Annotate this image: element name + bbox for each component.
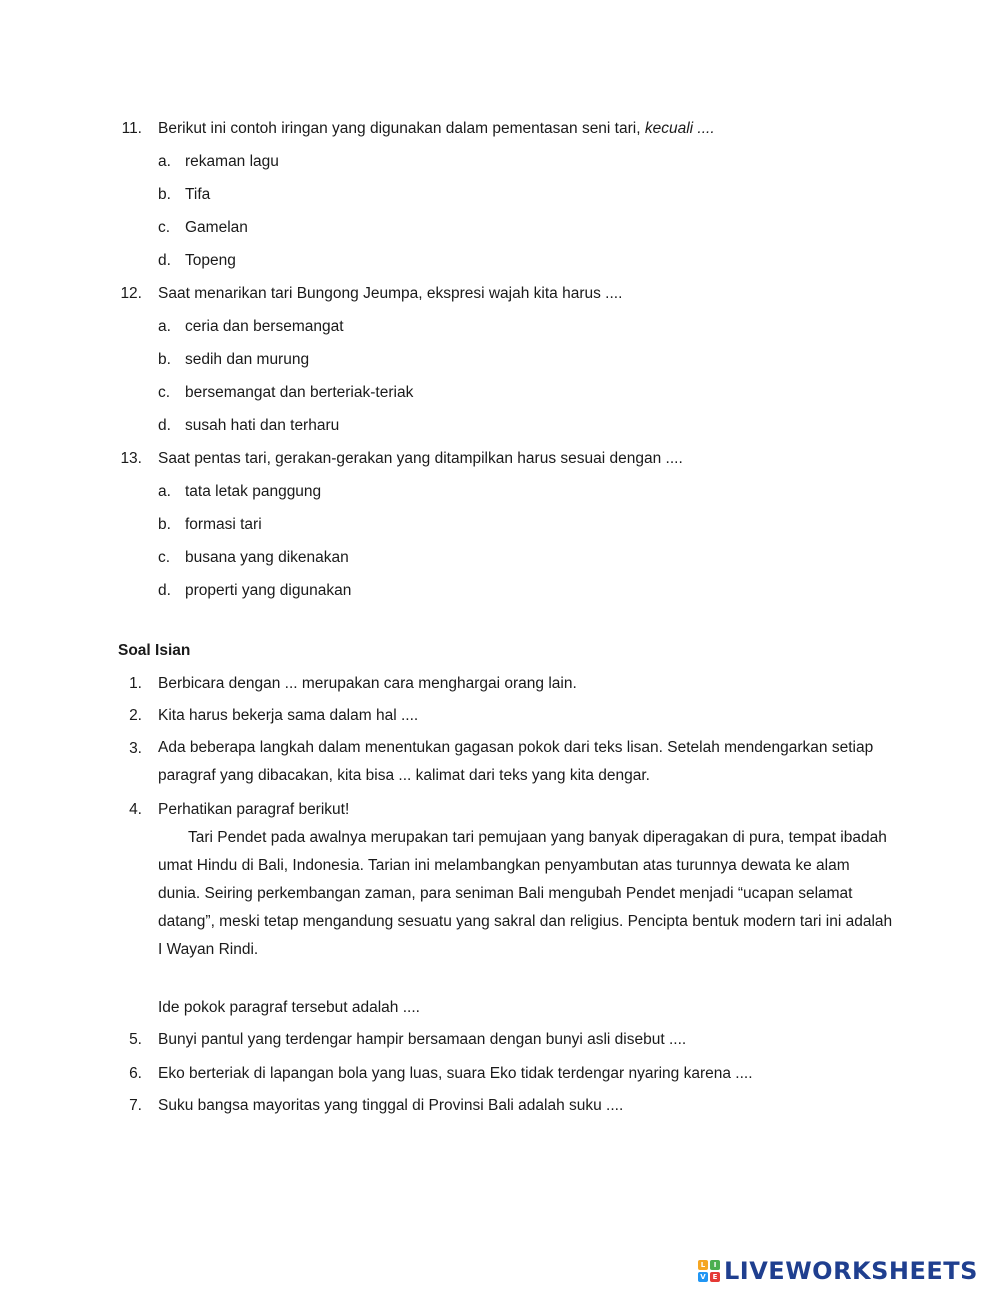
option-text: sedih dan murung (185, 351, 310, 368)
option-text: rekaman lagu (185, 153, 279, 170)
option-text: formasi tari (185, 516, 262, 533)
liveworksheets-logo (698, 1256, 978, 1286)
option-letter: d. (158, 252, 171, 269)
option-text: Gamelan (185, 219, 248, 236)
question-number: 11. (121, 120, 142, 137)
option-letter: d. (158, 582, 171, 599)
option-text: ceria dan bersemangat (185, 318, 344, 335)
question-number: 6. (129, 1065, 142, 1082)
question-number: 13. (120, 450, 142, 467)
question-number: 5. (129, 1031, 142, 1048)
question-text: Perhatikan paragraf berikut! (158, 801, 350, 818)
question-text-main: Berikut ini contoh iringan yang digunakan dalam pementasan seni tari, (158, 120, 641, 137)
logo-mark-letter: I (710, 1260, 720, 1270)
option-letter: b. (158, 516, 171, 533)
logo-text: LIVEWORKSHEETS (724, 1257, 978, 1285)
section-heading: Soal Isian (118, 642, 191, 659)
option-letter: a. (158, 483, 171, 500)
option-letter: c. (158, 219, 171, 236)
option-text: Tifa (185, 186, 211, 203)
option-text: bersemangat dan berteriak-teriak (185, 384, 414, 401)
question-text-italic: kecuali .... (644, 120, 715, 137)
option-text: Topeng (185, 252, 236, 269)
question-number: 4. (129, 801, 142, 818)
option-letter: d. (158, 417, 171, 434)
option-text: busana yang dikenakan (185, 549, 349, 566)
question-number: 12. (120, 285, 142, 302)
logo-mark-letter: V (698, 1272, 708, 1282)
option-text: tata letak panggung (185, 483, 322, 500)
logo-mark-letter: E (710, 1272, 720, 1282)
paragraph-question: Ide pokok paragraf tersebut adalah .... (158, 999, 420, 1016)
question-text: Kita harus bekerja sama dalam hal .... (158, 707, 419, 724)
question-text: Ada beberapa langkah dalam menentukan gagasan pokok dari teks lisan. Setelah mendengarkan setiap paragraf yang dibacakan, kita bisa ... kalimat dari teks yang kita dengar. (158, 739, 874, 784)
question-text: Saat menarikan tari Bungong Jeumpa, ekspresi wajah kita harus .... (158, 285, 623, 302)
question-text: Bunyi pantul yang terdengar hampir bersamaan dengan bunyi asli disebut .... (158, 1031, 687, 1048)
question-text: Eko berteriak di lapangan bola yang luas, suara Eko tidak terdengar nyaring karena .... (158, 1065, 753, 1082)
question-text: Saat pentas tari, gerakan-gerakan yang ditampilkan harus sesuai dengan .... (158, 450, 683, 467)
question-text: Suku bangsa mayoritas yang tinggal di Provinsi Bali adalah suku .... (158, 1097, 624, 1114)
reading-paragraph: Tari Pendet pada awalnya merupakan tari pemujaan yang banyak diperagakan di pura, tempat ibadah umat Hindu di Bali, Indonesia. Tarian ini melambangkan penyambutan atas turunnya dewata ke alam dunia. Seiring perkembangan zaman, para seniman Bali mengubah Pendet menjadi “ucapan selamat datang”, meski tetap mengandung sesuatu yang sakral dan religius. Pencipta bentuk modern tari ini adalah I Wayan Rindi. (158, 829, 893, 958)
logo-mark-letter: L (698, 1260, 708, 1270)
question-text (158, 120, 715, 138)
option-text: susah hati dan terharu (185, 417, 340, 434)
question-number: 7. (129, 1097, 142, 1114)
option-text: properti yang digunakan (185, 582, 352, 599)
question-number: 2. (129, 707, 142, 724)
question-number: 1. (129, 675, 142, 692)
logo-mark-icon (698, 1260, 720, 1282)
question-number: 3. (129, 740, 142, 757)
option-letter: a. (158, 318, 171, 335)
question-text: Berbicara dengan ... merupakan cara menghargai orang lain. (158, 675, 577, 692)
option-letter: b. (158, 351, 171, 368)
option-letter: a. (158, 153, 171, 170)
option-letter: c. (158, 549, 171, 566)
option-letter: b. (158, 186, 171, 203)
option-letter: c. (158, 384, 171, 401)
